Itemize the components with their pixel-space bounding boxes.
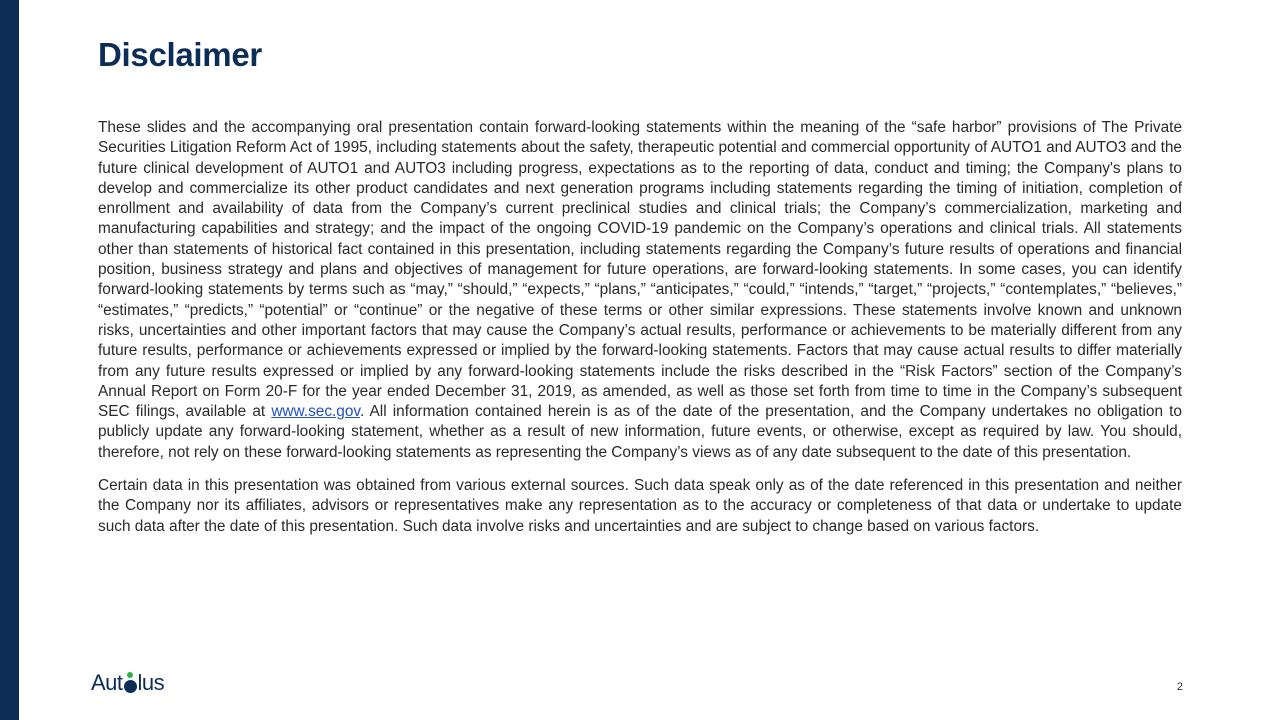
logo-text-start: Aut	[91, 670, 123, 695]
page-number: 2	[1176, 681, 1183, 693]
disclaimer-paragraph-1	[98, 118, 1182, 463]
sec-gov-link[interactable]: www.sec.gov	[271, 403, 360, 421]
disclaimer-body	[98, 118, 1182, 537]
logo-text-end: lus	[137, 670, 165, 695]
logo-dot-icon	[124, 680, 137, 693]
paragraph-1-text-end: . All information contained herein is as of the date of the presentation, and the Company undertakes no obligation to publicly update any forward-looking statement, whether as a result of new information, future events, or otherwise, except as required by law. You should, therefore, not rely on these forward-looking statements as representing the Company’s views as of any date subsequent to the date of this presentation.	[98, 403, 1182, 461]
paragraph-1-text-start: These slides and the accompanying oral presentation contain forward-looking statements within the meaning of the “safe harbor” provisions of The Private Securities Litigation Reform Act of 1995, including statements about the safety, therapeutic potential and commercial opportunity of AUTO1 and AUTO3 and the future clinical development of AUTO1 and AUTO3 including progress, expectations as to the reporting of data, conduct and timing; the Company's plans to develop and commercialize its other product candidates and next generation programs including statements regarding the timing of initiation, completion of enrollment and availability of data from the Company’s current preclinical studies and clinical trials; the Company’s commercialization, marketing and manufacturing capabilities and strategy; and the impact of the ongoing COVID-19 pandemic on the Company’s operations and clinical trials. All statements other than statements of historical fact contained in this presentation, including statements regarding the Company’s future results of operations and financial position, business strategy and plans and objectives of management for future operations, are forward-looking statements. In some cases, you can identify forward-looking statements by terms such as “may,” “should,” “expects,” “plans,” “anticipates,” “could,” “intends,” “target,” “projects,” “contemplates,” “believes,” “estimates,” “predicts,” “potential” or “continue” or the negative of these terms or other similar expressions. These statements involve known and unknown risks, uncertainties and other important factors that may cause the Company’s actual results, performance or achievements to be materially different from any future results, performance or achievements expressed or implied by the forward-looking statements. Factors that may cause actual results to differ materially from any future results expressed or implied by any forward-looking statements include the risks described in the “Risk Factors” section of the Company’s Annual Report on Form 20-F for the year ended December 31, 2019, as amended, as well as those set forth from time to time in the Company’s subsequent SEC filings, available at	[98, 119, 1182, 421]
left-accent-bar	[0, 0, 19, 720]
slide-title: Disclaimer	[98, 36, 262, 73]
autolus-logo	[91, 670, 164, 696]
disclaimer-paragraph-2: Certain data in this presentation was obtained from various external sources. Such data speak only as of the date referenced in this presentation and neither the Company nor its affiliates, advisors or representatives make any representation as to the accuracy or completeness of that data or undertake to update such data after the date of this presentation. Such data involve risks and uncertainties and are subject to change based on various factors.	[98, 477, 1182, 535]
